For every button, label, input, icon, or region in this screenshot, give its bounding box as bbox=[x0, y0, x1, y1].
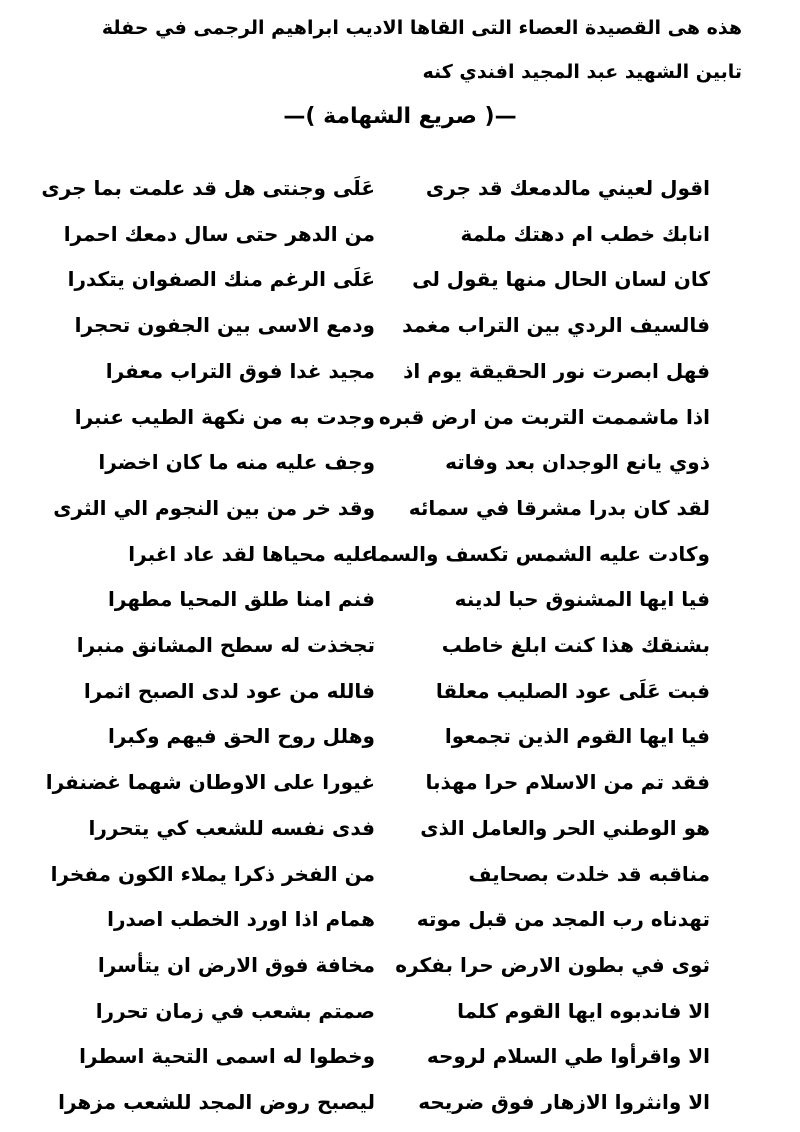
verse-second-hemistich: ودمع الاسى بين الجفون تحجرا bbox=[74, 313, 375, 338]
verse-first-hemistich: فهل ابصرت نور الحقيقة يوم اذ bbox=[403, 358, 710, 383]
verse-second-hemistich: من الفخر ذكرا يملاء الكون مفخرا bbox=[50, 861, 375, 886]
verse-second-hemistich: ليصبح روض المجد للشعب مزهرا bbox=[58, 1090, 375, 1114]
verse-first-hemistich: اذا ماشممت التربت من ارض قبره bbox=[378, 404, 710, 429]
verse-row bbox=[0, 945, 800, 993]
verse-first-hemistich: وكادت عليه الشمس تكسف والسما bbox=[370, 541, 710, 566]
poem-title: —( صريع الشهامة )— bbox=[283, 104, 517, 129]
verse-second-hemistich: وخطوا له اسمى التحية اسطرا bbox=[79, 1044, 375, 1069]
verse-first-hemistich: هو الوطني الحر والعامل الذى bbox=[420, 815, 710, 840]
verse-first-hemistich: الا فاندبوه ايها القوم كلما bbox=[457, 998, 710, 1023]
verse-row bbox=[0, 808, 800, 856]
verse-row bbox=[0, 854, 800, 902]
verse-first-hemistich: لقد كان بدرا مشرقا في سمائه bbox=[408, 495, 710, 520]
verse-second-hemistich: وجدت به من نكهة الطيب عنبرا bbox=[74, 404, 375, 429]
verse-row bbox=[0, 991, 800, 1039]
verse-row bbox=[0, 259, 800, 307]
poem-body bbox=[0, 168, 800, 1128]
verse-first-hemistich: الا واقرأوا طي السلام لروحه bbox=[426, 1044, 710, 1069]
verse-first-hemistich: ذوي يانع الوجدان بعد وفاته bbox=[445, 450, 710, 475]
verse-first-hemistich: تهدناه رب المجد من قبل موته bbox=[416, 907, 710, 932]
verse-first-hemistich: بشنقك هذا كنت ابلغ خاطب bbox=[441, 633, 710, 657]
verse-first-hemistich: فبت عَلَى عود الصليب معلقا bbox=[435, 678, 710, 703]
verse-second-hemistich: مجيد غدا فوق التراب معفرا bbox=[105, 358, 375, 383]
verse-row bbox=[0, 1082, 800, 1130]
verse-second-hemistich: عَلَى وجنتى هل قد علمت بما جرى bbox=[41, 176, 375, 200]
verse-row bbox=[0, 762, 800, 810]
verse-second-hemistich: وهلل روح الحق فيهم وكبرا bbox=[107, 724, 375, 749]
verse-row bbox=[0, 625, 800, 673]
verse-row bbox=[0, 488, 800, 536]
verse-second-hemistich: مخافة فوق الارض ان يتأسرا bbox=[97, 952, 375, 977]
verse-first-hemistich: كان لسان الحال منها يقول لى bbox=[412, 267, 710, 292]
verse-row bbox=[0, 351, 800, 399]
verse-first-hemistich: مناقبه قد خلدت بصحايف bbox=[468, 861, 710, 886]
verse-first-hemistich: فيا ايها القوم الذين تجمعوا bbox=[444, 724, 710, 749]
verse-second-hemistich: غيورا على الاوطان شهما غضنفرا bbox=[45, 770, 375, 795]
verse-first-hemistich: ثوى في بطون الارض حرا بفكره bbox=[395, 952, 710, 977]
verse-row bbox=[0, 442, 800, 490]
verse-second-hemistich: فنم امنا طلق المحيا مطهرا bbox=[108, 587, 375, 612]
verse-second-hemistich: وجف عليه منه ما كان اخضرا bbox=[98, 450, 375, 475]
verse-row bbox=[0, 716, 800, 764]
verse-first-hemistich: انابك خطب ام دهتك ملمة bbox=[460, 221, 710, 246]
verse-first-hemistich: فيا ايها المشنوق حبا لدينه bbox=[454, 587, 710, 612]
verse-second-hemistich: تجخذت له سطح المشانق منبرا bbox=[76, 633, 375, 657]
verse-first-hemistich: فقد تم من الاسلام حرا مهذبا bbox=[425, 770, 710, 795]
verse-row bbox=[0, 579, 800, 627]
verse-second-hemistich: همام اذا اورد الخطب اصدرا bbox=[107, 907, 375, 932]
verse-second-hemistich: فالله من عود لدى الصبح اثمرا bbox=[83, 678, 375, 703]
verse-first-hemistich: الا وانثروا الازهار فوق ضريحه bbox=[418, 1090, 710, 1114]
verse-second-hemistich: من الدهر حتى سال دمعك احمرا bbox=[63, 221, 375, 246]
verse-row bbox=[0, 534, 800, 582]
verse-row bbox=[0, 305, 800, 353]
verse-row bbox=[0, 168, 800, 216]
verse-first-hemistich: فالسيف الردي بين التراب مغمد bbox=[402, 313, 710, 338]
verse-first-hemistich: اقول لعيني مالدمعك قد جرى bbox=[425, 176, 710, 200]
verse-second-hemistich: عليه محياها لقد عاد اغبرا bbox=[128, 541, 375, 566]
verse-second-hemistich: عَلَى الرغم منك الصفوان يتكدرا bbox=[67, 267, 375, 292]
intro-paragraph: هذه هى القصيدة العصاء التى القاها الاديب ابراهيم الرجمى في حفلة تابين الشهيد عبد المجيد افندي كنه bbox=[101, 17, 742, 83]
verse-row bbox=[0, 899, 800, 947]
verse-row bbox=[0, 671, 800, 719]
verse-row bbox=[0, 1036, 800, 1084]
verse-row bbox=[0, 214, 800, 262]
verse-second-hemistich: وقد خر من بين النجوم الي الثرى bbox=[53, 495, 375, 520]
verse-second-hemistich: فدى نفسه للشعب كي يتحررا bbox=[88, 815, 375, 840]
verse-second-hemistich: صمتم بشعب في زمان تحررا bbox=[95, 998, 375, 1023]
verse-row bbox=[0, 397, 800, 445]
